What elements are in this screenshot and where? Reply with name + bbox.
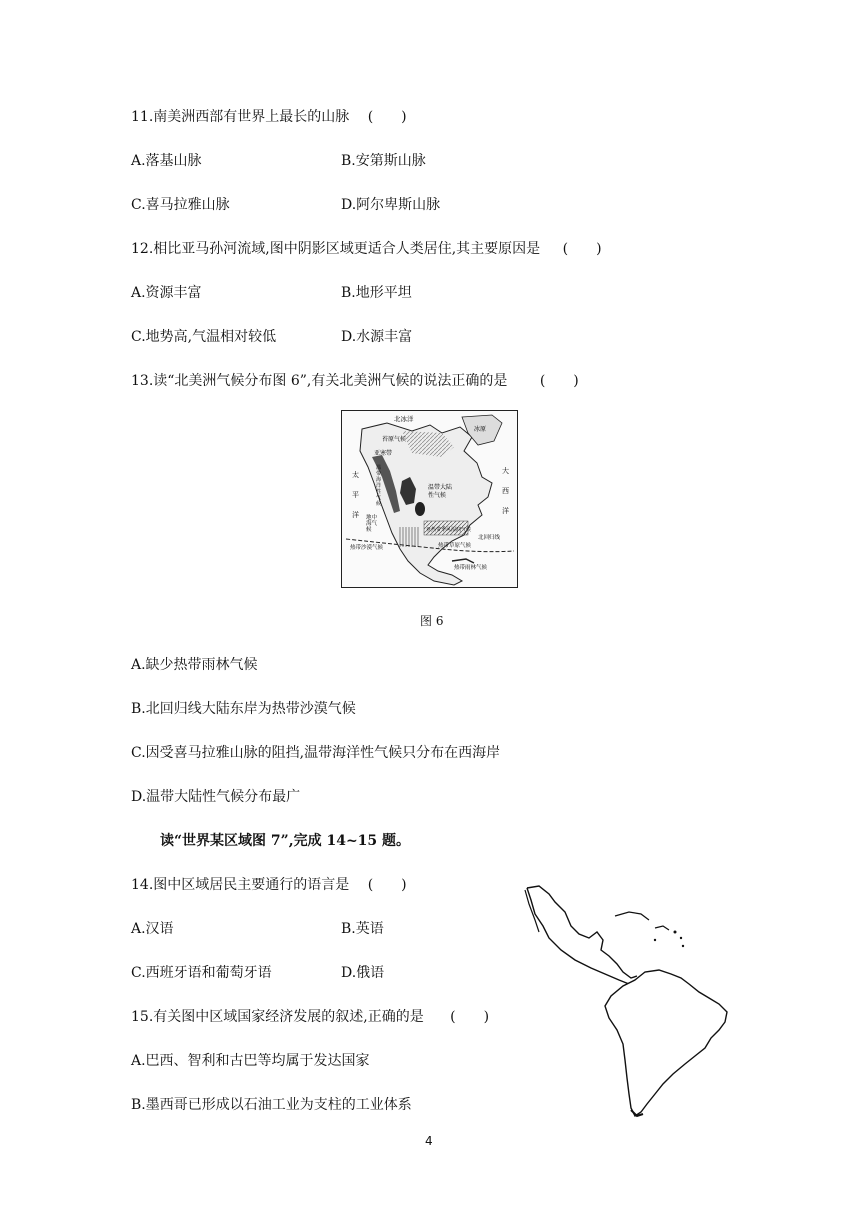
q14-option-a: A.汉语 [131,921,174,937]
page-number: 4 [425,1134,433,1148]
q12-option-d: D.水源丰富 [341,329,413,345]
pacific-label-2: 平 [352,491,359,499]
q14-option-c: C.西班牙语和葡萄牙语 [131,965,272,981]
mediterranean-label-2: 海气 [366,521,378,527]
continental-label-1: 温带大陆 [428,484,453,491]
island-dot [674,931,677,934]
south-america-outline [605,970,727,1116]
rainforest-label: 热带雨林气候 [454,565,488,571]
climate-map-svg [342,411,517,587]
ice-label: 冰原 [474,426,487,433]
tundra-label: 苔原气候 [382,436,407,443]
mexico-coast-south [527,888,635,984]
marine-label-3: 海 [376,477,382,483]
q12-option-c: C.地势高,气温相对较低 [131,329,277,345]
hispaniola-island [655,926,669,930]
q13-option-c: C.因受喜马拉雅山脉的阻挡,温带海洋性气候只分布在西海岸 [131,745,501,761]
desert-area [398,527,420,547]
figure-6-caption: 图 6 [420,614,444,628]
answer-paren: ( ) [450,1009,490,1025]
question-13-stem: 13.读“北美洲气候分布图 6”,有关北美洲气候的说法正确的是 ( ) [131,373,579,389]
pacific-label-1: 太 [352,471,359,479]
island-dot [654,939,656,941]
q14-option-d: D.俄语 [341,965,385,981]
north-america-climate-map [341,410,518,588]
latin-america-map [505,880,740,1120]
marine-label-6: 气 [376,495,382,501]
answer-paren: ( ) [562,241,602,257]
q13-option-a: A.缺少热带雨林气候 [131,657,258,673]
q15-option-b: B.墨西哥已形成以石油工业为支柱的工业体系 [131,1097,412,1113]
tropical-desert-label: 热带沙漠气候 [350,545,384,551]
arctic-ocean-label: 北冰洋 [394,415,414,423]
pacific-label-3: 洋 [352,511,359,519]
cuba-island [615,912,649,920]
atlantic-label-2: 西 [502,487,509,495]
q14-option-b: B.英语 [341,921,384,937]
answer-paren: ( ) [367,109,407,125]
q13-option-d: D.温带大陆性气候分布最广 [131,789,301,805]
humid-subtropical-label: 亚热带季风湿润气候 [426,527,472,533]
answer-paren: ( ) [367,877,407,893]
q11-option-c: C.喜马拉雅山脉 [131,197,230,213]
subarctic-label: 亚寒带 [374,450,393,457]
question-12-stem: 12.相比亚马孙河流域,图中阴影区域更适合人类居住,其主要原因是 ( ) [131,241,602,257]
island-dot [680,937,682,939]
q11-option-d: D.阿尔卑斯山脉 [341,197,441,213]
caribbean-islands [452,559,474,563]
marine-label-7: 候 [376,501,382,507]
island-dot [682,945,684,947]
q12-option-a: A.资源丰富 [131,285,202,301]
atlantic-label-1: 大 [502,467,509,475]
question-11-stem: 11.南美洲西部有世界上最长的山脉 ( ) [131,109,407,125]
question-14-stem: 14.图中区域居民主要通行的语言是 ( ) [131,877,407,893]
section-instruction: 读“世界某区域图 7”,完成 14~15 题。 [160,833,411,849]
atlantic-label-3: 洋 [502,507,509,515]
q13-option-b: B.北回归线大陆东岸为热带沙漠气候 [131,701,356,717]
marine-label-4: 洋 [376,483,382,489]
mediterranean-label-3: 候 [366,527,372,533]
q12-option-b: B.地形平坦 [341,285,412,301]
marine-label-1: 温 [376,465,382,471]
continental-label-2: 性气候 [428,492,447,499]
baja-california [525,890,539,932]
question-15-stem: 15.有关图中区域国家经济发展的叙述,正确的是 ( ) [131,1009,490,1025]
marine-label-2: 带 [376,471,382,477]
savanna-label: 热带草原气候 [438,543,472,549]
dark-patch [415,502,425,516]
tropic-label: 北回归线 [478,535,501,541]
q11-option-b: B.安第斯山脉 [341,153,426,169]
q15-option-a: A.巴西、智利和古巴等均属于发达国家 [131,1053,370,1069]
mediterranean-label-1: 地中 [366,515,378,521]
marine-label-5: 性 [376,489,382,495]
answer-paren: ( ) [539,373,579,389]
q11-option-a: A.落基山脉 [131,153,202,169]
